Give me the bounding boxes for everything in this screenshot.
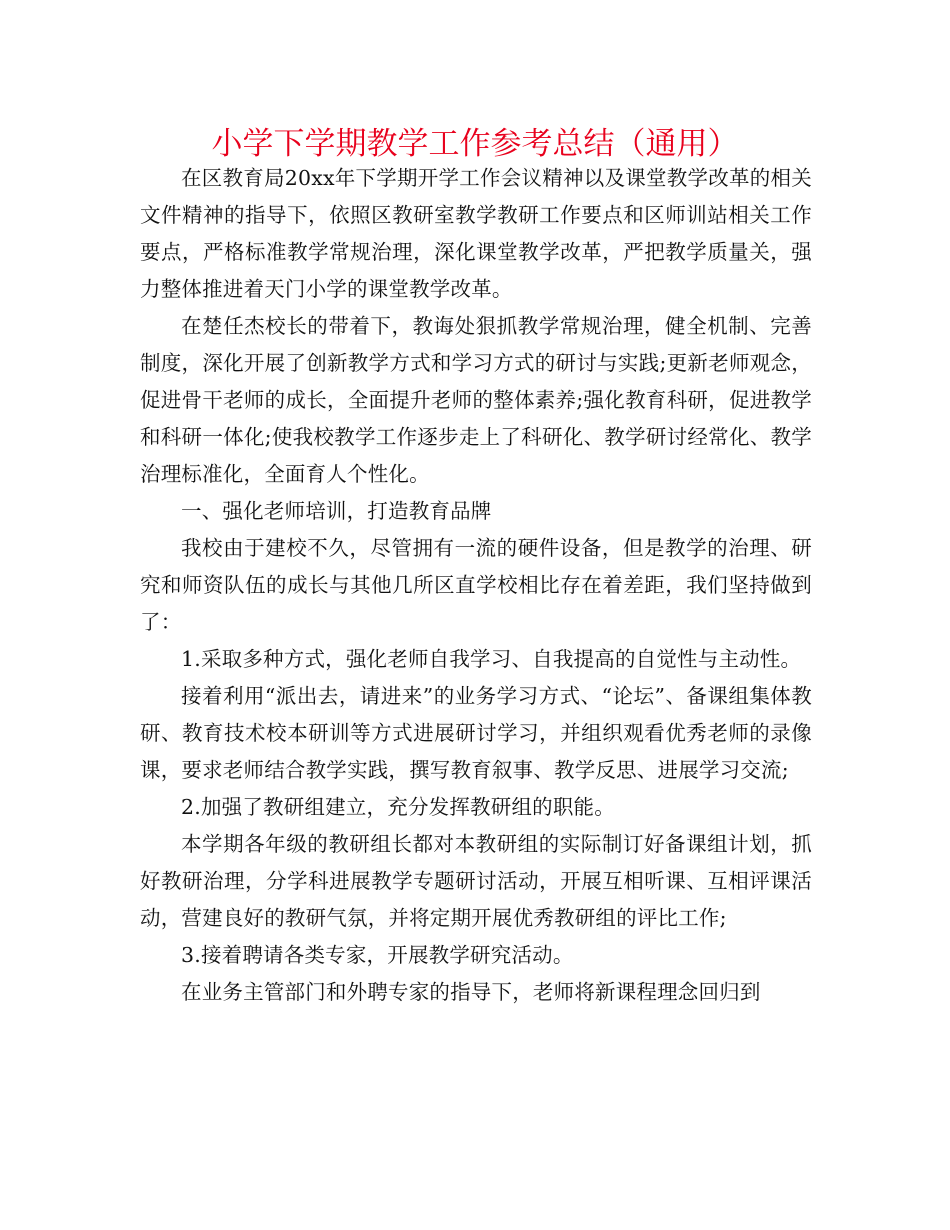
paragraph-4: 接着利用“派出去，请进来”的业务学习方式、“论坛”、备课组集体教研、教育技术校本研训等方式进展研讨学习，并组织观看优秀老师的录像课，要求老师结合教学实践，撰写教育叙事、教学反思、进展学习交流; [140,684,812,782]
paragraph-3: 我校由于建校不久，尽管拥有一流的硬件设备，但是教学的治理、研究和师资队伍的成长与其他几所区直学校相比存在着差距，我们坚持做到了： [140,536,812,634]
list-item-2: 2.加强了教研组建立，充分发挥教研组的职能。 [181,795,615,819]
paragraph-1: 在区教育局20xx年下学期开学工作会议精神以及课堂教学改革的相关文件精神的指导下，依照区教研室教学教研工作要点和区师训站相关工作要点，严格标准教学常规治理，深化课堂教学改革，严把教学质量关，强力整体推进着天门小学的课堂教学改革。 [140,166,812,301]
section-heading-1: 一、强化老师培训，打造教育品牌 [181,499,492,523]
paragraph-5: 本学期各年级的教研组长都对本教研组的实际制订好备课组计划，抓好教研治理，分学科进展教学专题研讨活动，开展互相听课、互相评课活动，营建良好的教研气氛，并将定期开展优秀教研组的评比工作; [140,832,812,930]
paragraph-6: 在业务主管部门和外聘专家的指导下，老师将新课程理念回归到 [181,980,761,1004]
document-body [140,160,812,1011]
list-item-3: 3.接着聘请各类专家，开展教学研究活动。 [181,943,574,967]
list-item-1: 1.采取多种方式，强化老师自我学习、自我提高的自觉性与主动性。 [181,647,802,671]
document-title: 小学下学期教学工作参考总结（通用） [211,126,739,162]
paragraph-2: 在楚任杰校长的带着下，教诲处狠抓教学常规治理，健全机制、完善制度，深化开展了创新教学方式和学习方式的研讨与实践;更新老师观念，促进骨干老师的成长，全面提升老师的整体素养;强化教育科研，促进教学和科研一体化;使我校教学工作逐步走上了科研化、教学研讨经常化、教学治理标准化，全面育人个性化。 [140,314,812,486]
